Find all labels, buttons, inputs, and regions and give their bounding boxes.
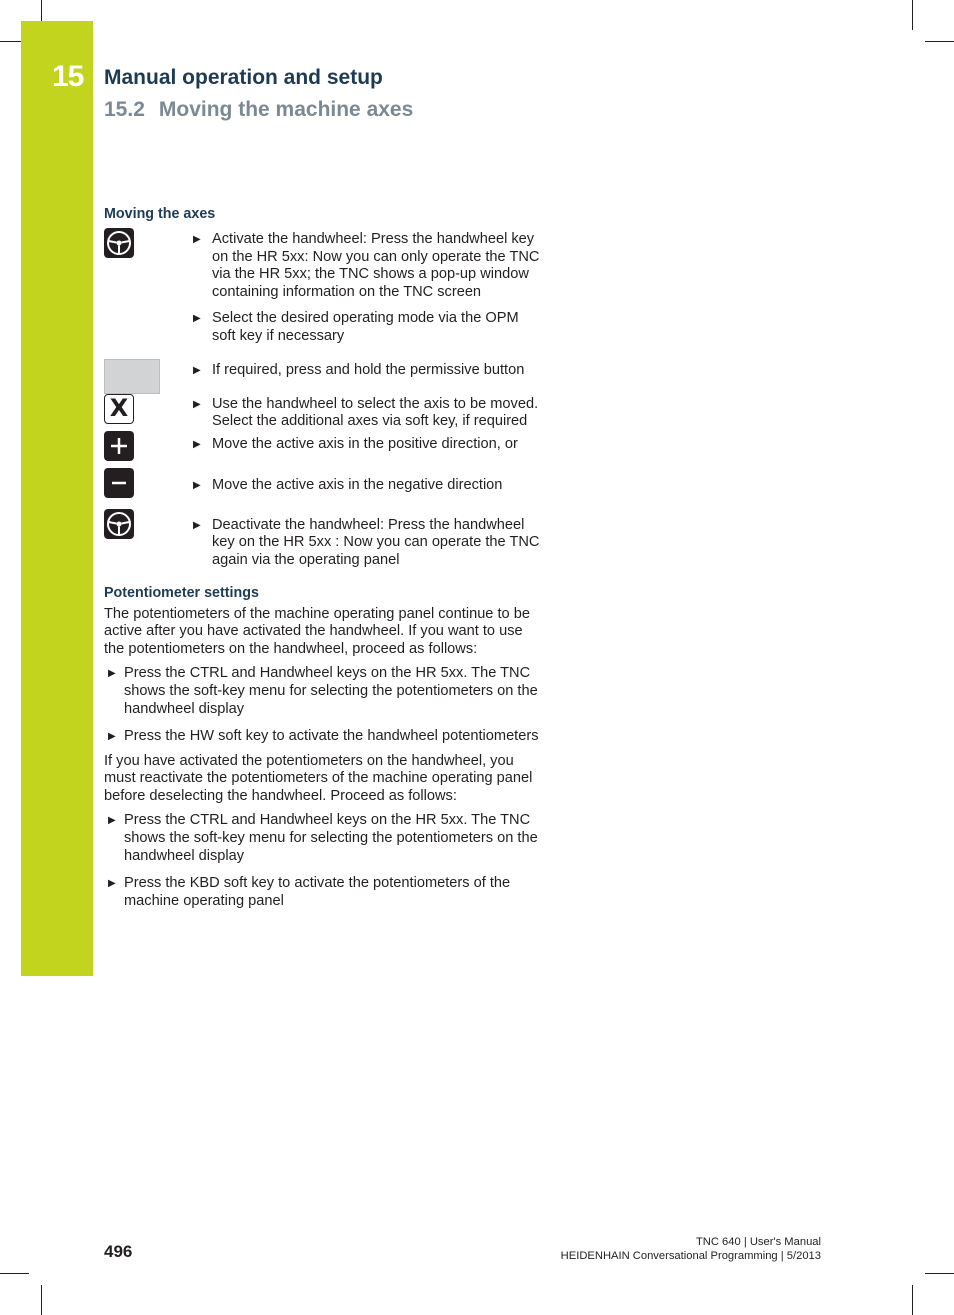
bullet-arrow-icon: ▶ [193,364,201,376]
step-row [104,310,544,345]
moving-axes-heading: Moving the axes [104,206,216,222]
step-row [104,477,544,517]
step-row [104,393,544,431]
potentiometer-heading: Potentiometer settings [104,584,259,601]
crop-mark [912,0,913,30]
page-content [104,205,544,910]
bullet-arrow-icon: ▶ [193,398,201,410]
crop-mark [925,1273,954,1274]
bullet-arrow-icon: ▶ [108,731,116,743]
bullet-arrow-icon: ▶ [108,668,116,680]
crop-mark [0,41,21,42]
permissive-button-icon [104,359,160,394]
crop-mark [41,0,42,21]
crop-mark [41,1285,42,1315]
minus-key-icon [104,468,134,498]
handwheel-key-icon [104,509,134,539]
list-item: ▶ Press the KBD soft key to activate the potentiometers of the machine operating panel [108,875,511,909]
chapter-number: 15 [52,60,84,93]
bullet-arrow-icon: ▶ [108,878,116,890]
section-number: 15.2 [104,98,145,121]
plus-key-icon [104,431,134,461]
step-row [104,231,544,301]
footer-info [561,1235,821,1263]
bullet-arrow-icon: ▶ [193,438,201,450]
chapter-sidebar-bar [21,21,93,976]
footer-manual-title: TNC 640 | User's Manual [695,1236,821,1248]
step-text: ▶ Use the handwheel to select the axis to be moved. Select the additional axes via soft key, if required [193,395,539,430]
chapter-title: Manual operation and setup [104,66,383,89]
bullet-arrow-icon: ▶ [193,234,201,245]
footer-manual-subtitle: HEIDENHAIN Conversational Programming | 5/2013 [560,1250,821,1262]
step-text: ▶ Move the active axis in the negative direction [193,476,503,493]
handwheel-key-icon [104,228,134,258]
crop-mark [912,1285,913,1315]
crop-mark [0,1273,29,1274]
crop-mark [925,41,954,42]
step-text: ▶ Select the desired operating mode via the OPM soft key if necessary [193,310,519,344]
bullet-arrow-icon: ▶ [193,313,201,325]
step-row [104,360,544,400]
section-title [104,98,413,122]
step-text: ▶ If required, press and hold the permissive button [193,361,525,378]
page-number: 496 [104,1242,133,1261]
bullet-arrow-icon: ▶ [193,479,201,491]
step-row [104,436,544,476]
list-item: ▶ Press the HW soft key to activate the handwheel potentiometers [108,728,539,745]
step-text: ▶ Deactivate the handwheel: Press the handwheel key on the HR 5xx : Now you can operate the TNC again via the operating panel [193,516,540,568]
bullet-arrow-icon: ▶ [108,815,116,827]
list-item: ▶ Press the CTRL and Handwheel keys on the HR 5xx. The TNC shows the soft-key menu for selecting the potentiometers on the handwheel display [108,665,538,717]
potentiometer-middle: If you have activated the potentiometers on the handwheel, you must reactivate the potentiometers of the machine operating panel before deselecting the handwheel. Proceed as follows: [104,752,533,804]
step-text: ▶ Move the active axis in the positive direction, or [193,435,518,452]
bullet-arrow-icon: ▶ [193,519,201,531]
step-row [104,517,544,570]
list-item: ▶ Press the CTRL and Handwheel keys on the HR 5xx. The TNC shows the soft-key menu for selecting the potentiometers on the handwheel display [108,812,538,864]
step-text: ▶ Activate the handwheel: Press the handwheel key on the HR 5xx: Now you can only operate the TNC via the HR 5xx; the TNC shows a pop-up window containing information on the TNC screen [193,231,540,300]
potentiometer-intro: The potentiometers of the machine operating panel continue to be active after you have activated the handwheel. If you want to use the potentiometers on the handwheel, proceed as follows: [104,605,530,657]
axis-x-key-icon: X [104,394,134,424]
section-name: Moving the machine axes [158,98,414,121]
